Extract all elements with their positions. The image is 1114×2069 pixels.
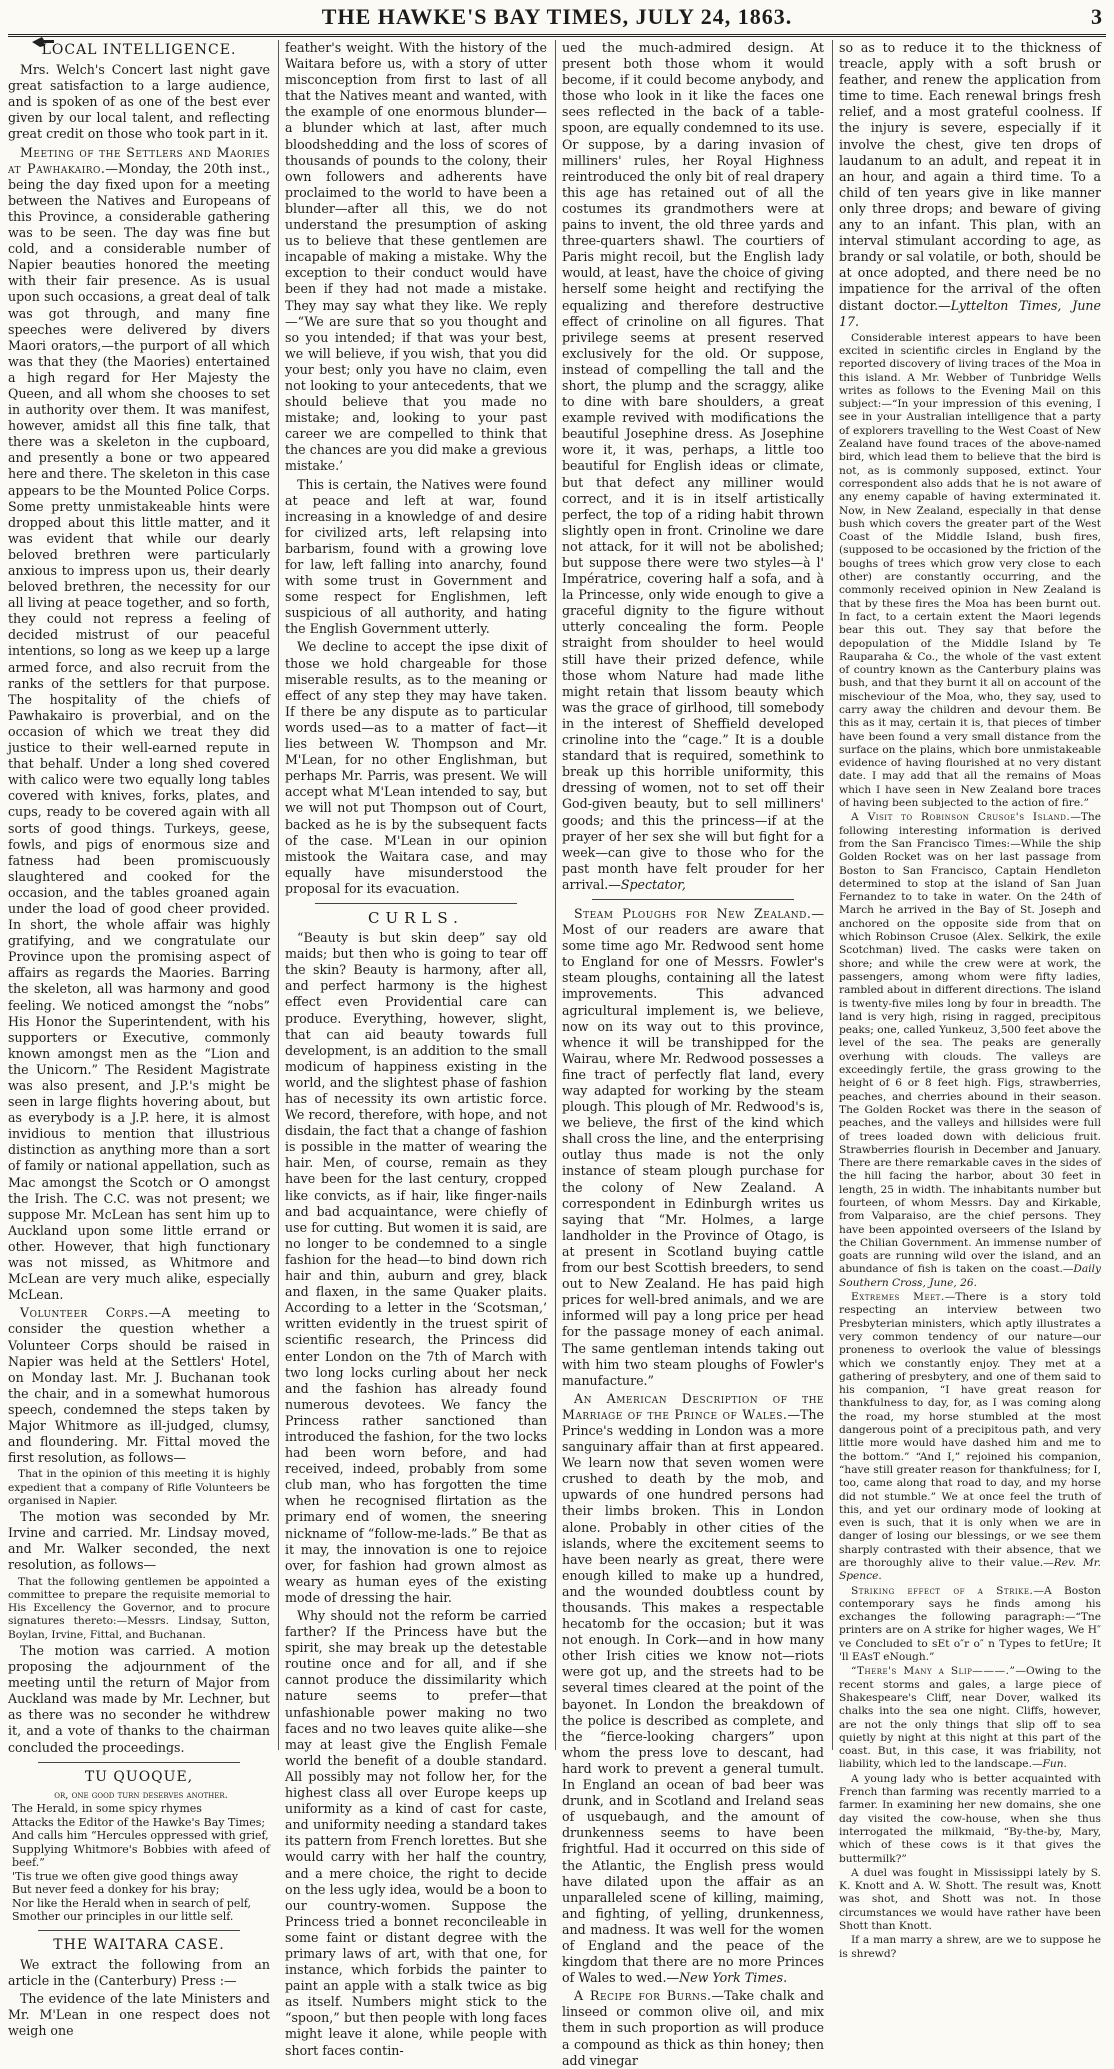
article-source: —New York Times. xyxy=(666,1970,788,1986)
article-lead: “There's Many a Slip———.” xyxy=(851,1665,1016,1678)
column-rule xyxy=(278,40,279,1750)
poem-subheading: or, one good turn deserves another. xyxy=(54,1789,228,1801)
article-body: —There is a story told respecting an interview between two Presbyterian ministers, which aptly illustrates a very common tendency of our nature—our proneness to overlook the value of blessings which we constantly enjoy. They met at a gathering of presbytery, and one of them said to his companion, “I have great reason for thankfulness to day, for, as I was coming along the road, my horse stumbled at the most dangerous point of a precipitous path, and very little more would have dashed him and me to the bottom.” “And I,” rejoined his companion, “have still greater reason for thankfulness; for I, too, came along that road to day, and my horse did not stumble.” We at once feel the truth of this, and yet our ordinary mode of looking at even is such, that it is only when we are in danger of losing our blessings, or we see them sharply contrasted with their absence, that we are thoroughly alive to their value. xyxy=(839,1291,1102,1569)
section-divider xyxy=(592,899,794,900)
article-burns-cont xyxy=(839,40,1101,330)
poem-line: 'Tis true we often give good things away xyxy=(12,1869,239,1883)
article-lead: Extremes Meet. xyxy=(851,1291,945,1304)
article-waitara-body: The evidence of the late Ministers and Mr. M'Lean in one respect does not weigh one xyxy=(8,1991,270,2039)
poem-line: Nor like the Herald when in search of pelf, xyxy=(12,1896,252,1910)
article-lead: Striking effect of a Strike. xyxy=(851,1584,1034,1597)
article-body: —Take chalk and linseed or common olive oil, and mix them in such proportion as will produce a compound as thick as thin honey; then add vinegar xyxy=(562,1988,824,2068)
article-steam-ploughs xyxy=(562,906,824,1389)
article-waitara-cont: feather's weight. With the history of the Waitara before us, with a story of utter misconception from first to last of all that the Natives meant and wanted, with the example of one enormous blunder—a blunder which at last, after much bloodshedding and the loss of scores of thousands of pounds to the colony, their own followers and adherents have proclaimed to the world to have been a blunder—after all this, we do not understand the presumption of asking us to believe that these gentlemen are incapable of making a mistake. Why the exception to their conduct would have been if they had not made a mistake. They may say what they like. We reply—“We are sure that so you thought and so you intended; if that was your best, we will believe, if you wish, that you did your best; only you have no claim, even not looking to your antecedents, that we should believe that you made no mistake; and, looking to your past career we are compelled to think that the chances are you did make a grevious mistake.’ xyxy=(285,40,547,474)
article-curls-2: Why should not the reform be carried farther? If the Princess have but the spirit, she may break up the detestable routine once and for all, and if she cannot produce the dissimilarity which nature seems to prefer—that unfashionable power making no two faces and no two leaves quite alike—she may at least give the English Female world the benefit of a double standard. All possibly may not follow her, for the highest class all over Europe keeps up uniformity as a kind of cast for caste, and uniformity needing a standard takes its pattern from French lorettes. But she would carry with her half the country, and a mere choice, the right to decide on the less ugly idea, would be a boon to our country-women. Suppose the Princess tried a bonnet reconcileable in some faint or distant degree with the primary laws of art, with that one, for instance, which forbids the painter to paint an apple with a stalk twice as big as itself. Numbers might stick to the “spoon,” but then people with long faces might leave it alone, while people with short faces contin- xyxy=(285,1608,547,2058)
page-number: 3 xyxy=(1091,4,1102,29)
article-source: —Spectator, xyxy=(608,876,686,892)
article-royal-marriage xyxy=(562,1391,824,1986)
poem-line: The Herald, in some spicy rhymes xyxy=(12,1802,202,1816)
article-curls-cont xyxy=(562,40,824,893)
article-recipe-burns xyxy=(562,1988,824,2068)
article-body: —A meeting to consider the question whether a Volunteer Corps should be raised in Napier was held at the Settlers' Hotel, on Monday last. Mr. J. Buchanan took the chair, and in a somewhat humorous speech, condemned the steps taken by Major Whitmore as ill-judged, clumsy, and floundering. Mr. Fittal moved the first resolution, as follows— xyxy=(8,1305,271,1466)
article-source: —Lyttelton Times, June 17. xyxy=(839,297,1101,329)
poem-line: Attacks the Editor of the Hawke's Bay Times; xyxy=(12,1815,266,1829)
poem-line: Smother our principles in our little self. xyxy=(12,1910,234,1924)
section-heading-tu-quoque: TU QUOQUE, xyxy=(84,1768,194,1785)
resolution-2: That the following gentlemen be appointed a committee to prepare the requisite memorial to His Excellency the Governor, and to procure signatures thereto:—Messrs. Lindsay, Sutton, Boylan, Irvine, Fittal, and Buchanan. xyxy=(8,1575,270,1641)
article-source: —Daily Southern Cross, June, 26. xyxy=(839,1263,1101,1289)
section-divider xyxy=(38,1762,240,1763)
article-farmer: A young lady who is better acquainted with French than farming was recently married to a farmer. In examining her new domains, she one day visited the cow-house, when she thus interrogated the milkmaid, “By-the-by, Mary, which of these cows is it that gives the buttermilk?” xyxy=(839,1772,1101,1865)
poem-line: And calls him “Hercules oppressed with grief, xyxy=(12,1829,269,1843)
article-concert: Mrs. Welch's Concert last night gave great satisfaction to a large audience, and is spoken of as one of the best ever given by our local talent, and reflecting great credit on those who took part in it. xyxy=(8,62,270,142)
article-extremes-meet xyxy=(839,1291,1101,1584)
article-body: —The following interesting information is derived from the San Francisco Times:—While the ship Golden Rocket was on her last passage from Boston to San Francisco, Captain Hendleton determined to stop at the island of San Juan Fernandez to to take in water. On the 24th of March he arrived in the Bay of St. Joseph and anchored on the opposite side from that on which Robinson Crusoe (Alex. Selkirk, the exile Scotchman) lived. The casks were taken on shore; and while the crew were at work, the passengers, among whom were fifty ladies, rambled about in different directions. The island is twenty-five miles long by four in breadth. The land is very high, rising in ragged, precipitous peaks; one, called Yunkeuz, 3,500 feet above the level of the sea. The peaks are generally overhung with clouds. The valleys are exceedingly fertile, the grass growing to the height of 6 or 8 feet high. Figs, strawberries, peaches, and cherries abound in their season. The Golden Rocket was there in the season of peaches, and the valleys and hillsides were full of trees loaded down with delicious fruit. Strawberries flourish in December and January. There are there remarkable caves in the sides of the hill facing the harbor, about 30 feet in length, 25 in width. The inhabitants number but fourteen, of whom Messrs. Day and Kirkable, from Valparaiso, are the chief persons. They have been appointed overseers of the Island by the Chilian Government. An immense number of goats are running wild over the island, and an abundance of fish is taken on the coast. xyxy=(839,811,1101,1276)
poem-tu-quoque xyxy=(8,1789,270,1924)
article-body: so as to reduce it to the thickness of treacle, apply with a soft brush or feather, and renew the application from time to time. Each renewal brings fresh relief, and a most grateful coolness. If the injury is severe, especially if it involve the chest, give ten drops of laudanum to an adult, and repeat it in an hour, and again a third time. To a child of ten years give in like manner only three drops; and beware of giving any to an infant. This plan, with an interval stimulant according to age, as brandy or sal volatile, or both, should be at once adopted, and there need be no impatience for the arrival of the often distant doctor. xyxy=(839,40,1101,313)
section-divider xyxy=(38,1930,240,1931)
article-shrew: If a man marry a shrew, are we to suppose he is shrewd? xyxy=(839,1934,1101,1960)
masthead-title: THE HAWKE'S BAY TIMES, JULY 24, 1863. xyxy=(321,4,793,29)
article-curls-1: “Beauty is but skin deep” say old maids; but then who is going to tear off the skin? Beauty is harmony, after all, and perfect harmony is the highest effect even Providential care can produce. Everything, however, slight, that can aid beauty towards full development, is an addition to the small modicum of happiness existing in the world, and the slightest phase of fashion has of necessity its own artistic force. We record, therefore, with hope, and not disdain, the fact that a change of fashion is possible in the matter of wearing the hair. Men, of course, remain as they have been for the last century, cropped like convicts, as if hair, like finger-nails and bad acquaintance, were chiefly of use for cutting. But women it is said, are no longer to be condemned to a single fashion for the head—to bind down rich hair and thin, auburn and grey, black and flaxen, in the same Quaker plaits. According to a letter in the ‘Scotsman,’ written evidently in the truest spirit of scientific research, the Princess did enter London on the 7th of March with two long locks curling about her neck and the fashion has already found numerous devotees. We fancy the Princess rather sanctioned than introduced the fashion, for the two locks had been worn before, and had received, indeed, probably from some club man, who has forgotten the time when he recognised flirtation as the primary end of women, the sneering nickname of “follow-me-lads.” Be that as it may, the innovation is one to rejoice over, for fashion had grown almost as weary as human eyes of the existing mode of dressing the hair. xyxy=(285,930,547,1605)
article-body: —A Boston contemporary says he finds among his exchanges the following paragraph:—“Tne printers are on A strike for higher wages, We H″ ve Concluded to sEt o″r o″ n Types to fetUre; It 'll EAsT eNough.” xyxy=(839,1584,1102,1664)
article-volunteer-corps xyxy=(8,1305,270,1466)
article-moa: Considerable interest appears to have been excited in scientific circles in England by the reported discovery of living traces of the Moa in this island. A Mr. Webber of Tunbridge Wells writes as follows to the Evening Mail on this subject:—“In your impression of this evening, I see in your Australian intelligence that a party of explorers travelling to the West Coast of New Zealand have found traces of the above-named bird, which lead them to believe that the bird is not, as is commonly supposed, extinct. Your correspondent also adds that he is not aware of any enemy capable of having exterminated it. Now, in New Zealand, especially in that dense bush which covers the greater part of the West Coast of the Middle Island, bush fires, (supposed to be occasioned by the friction of the boughs of trees which grow very close to each other) are constantly occurring, and the commonly received opinion in New Zealand is that by these fires the Moa has been burnt out. In fact, to a certain extent the Maori legends bear this out. They say that before the depopulation of the Middle Island by Te Rauparaha & Co., the whole of the vast extent of country known as the Canterbury plains was bush, and that they burnt it all on account of the mischeviour of the Moa, who, they say, used to carry away the children and devour them. Be this as it may, certain it is, that pieces of timber have been found a very small distance from the surface on the plains, which bore unmistakeable evidence of having flourished at no very distant date. I may add that all the remains of Moas which I have seen in New Zealand bore traces of having been subjected to the action of fire.” xyxy=(839,331,1101,810)
article-motion: The motion was seconded by Mr. Irvine and carried. Mr. Lindsay moved, and Mr. Walker seconded, the next resolution, as follows— xyxy=(8,1509,270,1573)
article-body: ued the much-admired design. At present both those whom it would become, if it could become anybody, and those who look in it like the faces one sees reflected in the back of a table-spoon, are equally condemned to its use. Or suppose, by a daring invasion of milliners' rules, her Royal Highness reintroduced the only bit of real drapery this age has retained out of all the costumes its grandmothers were at pains to invent, the old three yards and three-quarters shawl. The courtiers of Paris might recoil, but the English lady would, at least, have the choice of giving herself some height and rectifying the equalizing and therefore destructive effect of crinoline on all figures. That privilege seems at present reserved exclusively for the old. Or suppose, instead of compelling the tall and the short, the plump and the scraggy, alike to dine with bare shoulders, a great example revived with modifications the beautiful Josephine dress. As Josephine wore it, it was, perhaps, a little too beautiful for English ideas or climate, but that defect any milliner would correct, and it is in itself artistically perfect, the top of a riding habit thrown slightly open in front. Crinoline we dare not attack, for it will not be abolished; but suppose there were two styles—à l' Impératrice, covering half a sofa, and à la Princesse, only wide enough to give a graceful dignity to the figure without utterly concealing the form. People straight from shoulder to heel would still have their prized defence, while those whom Nature had made lithe might retain that lissom beauty which was the grace of girlhood, till somebody in the interest of Sheffield developed crinoline into the “cage.” It is a double standard that is required, somethink to break up this horrible uniformity, this dressing of women, not to set off their God-given beauty, but to sell milliners' goods; and this the princess—if at the prayer of her sex she will but fight for a week—can give to those who for the past month have felt prouder for her arrival. xyxy=(562,40,824,892)
column-rule xyxy=(832,40,833,1750)
article-body: —Owing to the recent storms and gales, a large piece of Shakespeare's Cliff, near Dover, walked its chalks into the sea one night. Cliffs, however, are not the only things that slip off to sea quietly by night at this night at this part of the coast. But, in this case, it was friability, not liability, which led to the landscape. xyxy=(839,1665,1101,1771)
section-heading-waitara: THE WAITARA CASE. xyxy=(53,1936,225,1953)
article-body: —The Prince's wedding in London was a more sanguinary affair than at first appeared. We learn now that seven women were crushed to death by the mob, and upwards of one hundred persons had their limbs broken. This in London alone. Probably in other cities of the islands, where the excitement seems to have been nearly as great, there were enough killed to make up a hundred, and the wounded doubtless count by thousands. This makes a respectable hecatomb for the occasion; but it was not enough. In Cork—and in how many other Irish cities we know not—riots were got up, and the streets had to be several times cleared at the point of the bayonet. In London the breakdown of the police is described as complete, and the “fierce-looking chargers” upon whom the press love to descant, had hard work to prevent a general tumult. In England an ocean of bad beer was drunk, and in Scotland and Ireland seas of usquebaugh, and the amount of drunkenness seems to have been frightful. Had it occurred on this side of the Atlantic, the English press would have dilated upon the affair as an unparalleled scene of killing, maiming, and fighting, of yelling, drunkenness, and madness. It was well for the women of England and the peace of the kingdom that there are no more Princes of Wales to wed. xyxy=(562,1406,824,1986)
column-rule xyxy=(555,40,556,1750)
article-source: —Fun. xyxy=(1031,1758,1067,1771)
article-waitara-natives: This is certain, the Natives were found at peace and left at war, found increasing in a knowledge of and desire for civilized arts, left relapsing into barbarism, found with a growing love for law, left falling into anarchy, found with some trust in Government and some respect for Englishmen, left suspicious of all authority, and hating the English Government utterly. xyxy=(285,476,547,637)
article-crusoe xyxy=(839,811,1101,1290)
article-duel: A duel was fought in Mississippi lately by S. K. Knott and A. W. Shott. The result was, Knott was shot, and Shott was not. In those circumstances we would have rather have been Shott than Knott. xyxy=(839,1866,1101,1933)
section-heading-local-intelligence: LOCAL INTELLIGENCE. xyxy=(41,42,237,58)
poem-line: But never feed a donkey for his bray; xyxy=(12,1883,220,1897)
column-3 xyxy=(562,40,824,2068)
article-lead: A Recipe for Burns. xyxy=(574,1988,712,2004)
article-waitara-intro: We extract the following from an article in the (Canterbury) Press :— xyxy=(8,1956,270,1988)
article-body: —Monday, the 20th inst., being the day fixed upon for a meeting between the Natives and Europeans of this Province, a considerable gathering was to be seen. The day was fine but cold, and a considerable number of Napier beauties honored the meeting with their fair presence. As is usual upon such occasions, a great deal of talk was got through, and many fine speeches were delivered by divers Maori orators,—the purport of all which was that they (the Maories) entertained a high regard for Her Majesty the Queen, and all whom she chooses to set in authority over them. It was manifest, however, amidst all this fine talk, that there was a skeleton in the cupboard, and presently a bone or two appeared here and there. The skeleton in this case appears to be the Mounted Police Corps. Some pretty unmistakeable hints were dropped about this little matter, and it was evident that while our dearly beloved brethren were particularly anxious to impress upon us, their dearly beloved brethren, the necessity for our all living at peace together, and so forth, they could not repress a feeling of decided mistrust of our peaceful intentions, so long as we keep up a large armed force, and also recruit from the ranks of the settlers for that purpose. The hospitality of the chiefs of Pawhakairo is proverbial, and on the occasion of which we treat they did justice to their well-earned repute in that behalf. Under a long shed covered with calico were two equally long tables covered with knives, forks, plates, and cups, ready to be covered again with all sorts of good things. Turkeys, geese, fowls, and pigs of enormous size and fatness had been promiscuously slaughtered and cooked for the occasion, and the tables groaned again under the load of good cheer provided. In short, the whole affair was highly gratifying, and we congratulate our Province upon the promising aspect of affairs as regards the Maories. Barring the skeleton, all was harmony and good feeling. We noticed amongst the “nobs” His Honor the Superintendent, with his supporters or Executive, commonly known amongst men as the “Lion and the Unicorn.” The Resident Magistrate was also present, and J.P.'s might be seen in large flights hovering about, but as everybody is a J.P. here, it is almost invidious to mention that illustrious distinction as anything more than a sort of family or national appellation, such as Mac amongst the Scotch or O amongst the Irish. The C.C. was not present; we suppose Mr. McLean has sent him up to Auckland upon some little errand or other. However, that high functionary was not missed, as Whitmore and McLean are very much alike, especially McLean. xyxy=(8,160,270,1303)
article-strike xyxy=(839,1585,1101,1665)
masthead xyxy=(8,4,1106,37)
article-lead: Meeting of the Settlers and Maories at Pawhakairo. xyxy=(8,144,270,176)
article-body: —Most of our readers are aware that some time ago Mr. Redwood sent home to England for one of Messrs. Fowler's steam ploughs, containing all the latest improvements. This advanced agricultural implement is, we believe, now on its way out to this province, whence it will be transhipped for the Wairau, where Mr. Redwood possesses a fine tract of perfectly flat land, every way adapted for working by the steam plough. This plough of Mr. Redwood's is, we believe, the first of the kind which shall cross the line, and the enterprising outlay thus made is not the only instance of steam plough purchase for the colony of New Zealand. A correspondent in Edinburgh writes us saying that “Mr. Holmes, a large landholder in the Province of Otago, is at present in Scotland buying cattle from our best Scottish breeders, to send out to New Zealand. He has paid high prices for well-bred animals, and we are informed will pay a long price per head for the passage money of each animal. The same gentleman intends taking out with him two steam ploughs of Fowler's manufacture.” xyxy=(562,905,824,1388)
section-divider xyxy=(315,903,517,904)
article-source: —Rev. Mr. Spence. xyxy=(839,1557,1101,1583)
column-4 xyxy=(839,40,1102,1960)
article-lead: Volunteer Corps. xyxy=(20,1305,149,1321)
article-lead: An American Description of the Marriage of the Prince of Wales. xyxy=(562,1390,824,1422)
article-many-a-slip xyxy=(839,1665,1101,1771)
article-lead: Steam Ploughs for New Zealand. xyxy=(574,905,812,921)
article-meeting xyxy=(8,145,270,1304)
article-lead: A Visit to Robinson Crusoe's Island. xyxy=(851,811,1071,824)
small-print-section xyxy=(839,332,1101,1961)
poem-line: Supplying Whitmore's Bobbies with afeed of beef.” xyxy=(12,1842,270,1870)
column-1 xyxy=(8,40,271,2039)
resolution-1: That in the opinion of this meeting it is highly expedient that a company of Rifle Volunteers be organised in Napier. xyxy=(8,1468,270,1507)
article-waitara-ipse-dixit: We decline to accept the ipse dixit of those we hold chargeable for those miserable results, as to the meaning or effect of any step they may have taken. If there be any dispute as to particular words used—as to a matter of fact—it lies between W. Thompson and Mr. M'Lean, for no other Englishman, but perhaps Mr. Parris, was present. We will accept what M'Lean intended to say, but we will not put Thompson out of Court, backed as he is by the subsequent facts of the case. M'Lean in our opinion mistook the Waitara case, and may equally have misunderstood the proposal for its evacuation. xyxy=(285,639,547,896)
article-adjournment: The motion was carried. A motion proposing the adjournment of the meeting until the return of Major from Auckland was made by Mr. Lechner, but as there was no seconder he withdrew it, and a vote of thanks to the chairman concluded the proceedings. xyxy=(8,1643,270,1755)
column-2 xyxy=(285,40,547,2058)
section-heading-curls: CURLS. xyxy=(368,908,464,927)
